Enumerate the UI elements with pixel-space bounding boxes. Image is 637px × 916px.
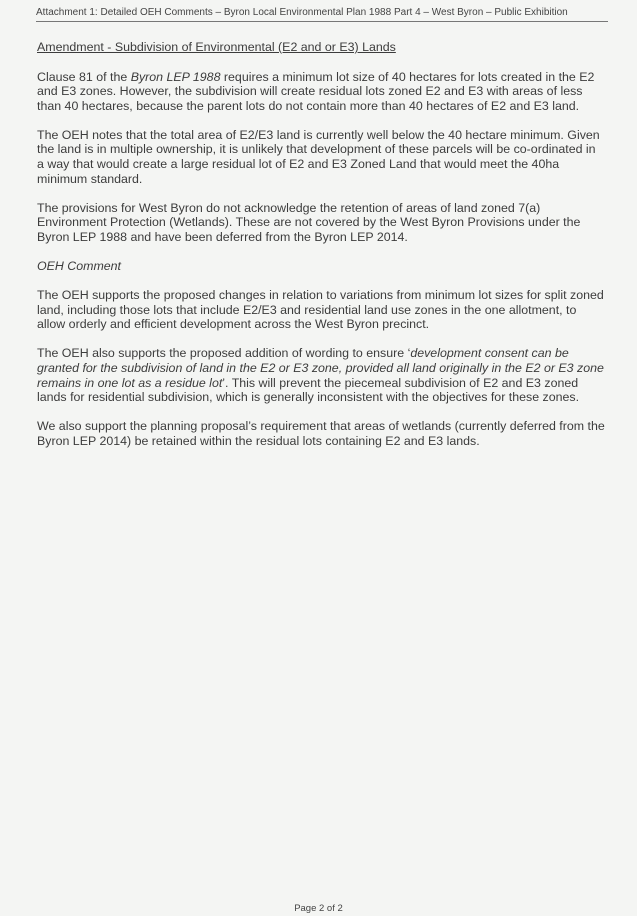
section-heading: Amendment - Subdivision of Environmental (E2 and or E3) Lands — [37, 40, 396, 54]
document-body — [37, 40, 605, 463]
paragraph-text: requires a minimum lot size of 40 hectares for lots created in the E2 and E3 zones. However, the subdivision will create residual lots zoned E2 and E3 with areas of less than 40 hectares, because the parent lots do not contain more than 40 hectares of E2 and E3 land. — [37, 69, 595, 113]
paragraph-wetlands-retention: We also support the planning proposal’s requirement that areas of wetlands (currently deferred from the Byron LEP 2014) be retained within the residual lots containing E2 and E3 lands. — [37, 419, 605, 448]
quoted-wording: development consent can be granted for the subdivision of land in the E2 or E3 zone, provided all land originally in the E2 or E3 zone remains in one lot as a residue lot — [37, 346, 604, 390]
paragraph-oeh-supports: The OEH supports the proposed changes in relation to variations from minimum lot sizes for split zoned land, including those lots that include E2/E3 and residential land use zones in the one allotment, to allow orderly and efficient development across the West Byron precinct. — [37, 288, 604, 332]
document-header: Attachment 1: Detailed OEH Comments – Byron Local Environmental Plan 1988 Part 4 – West Byron – Public Exhibition — [36, 6, 608, 22]
paragraph-text: The OEH also supports the proposed addition of wording to ensure ‘ — [37, 346, 411, 361]
paragraph-text: ’. This will prevent the piecemeal subdivision of E2 and E3 zoned lands for residential subdivision, which is generally inconsistent with the objectives for these zones. — [37, 375, 580, 405]
paragraph-oeh-wording — [37, 346, 605, 404]
paragraph-text: Clause 81 of the — [37, 69, 131, 84]
paragraph-total-area: The OEH notes that the total area of E2/E3 land is currently well below the 40 hectare minimum. Given the land is in multiple ownership, it is unlikely that development of these parcels will be co-ordinated in a way that would create a large residual lot of E2 and E3 Zoned Land that would meet the 40ha minimum standard. — [37, 127, 600, 186]
paragraph-clause-81 — [37, 70, 605, 114]
oeh-comment-heading: OEH Comment — [37, 259, 121, 274]
emphasis-text: Byron LEP 1988 — [130, 69, 221, 84]
paragraph-wetlands-provisions: The provisions for West Byron do not acknowledge the retention of areas of land zoned 7(a) Environment Protection (Wetlands). These are not covered by the West Byron Provisions under the Byron LEP 1988 and have been deferred from the Byron LEP 2014. — [37, 200, 581, 244]
page-number: Page 2 of 2 — [294, 903, 343, 914]
